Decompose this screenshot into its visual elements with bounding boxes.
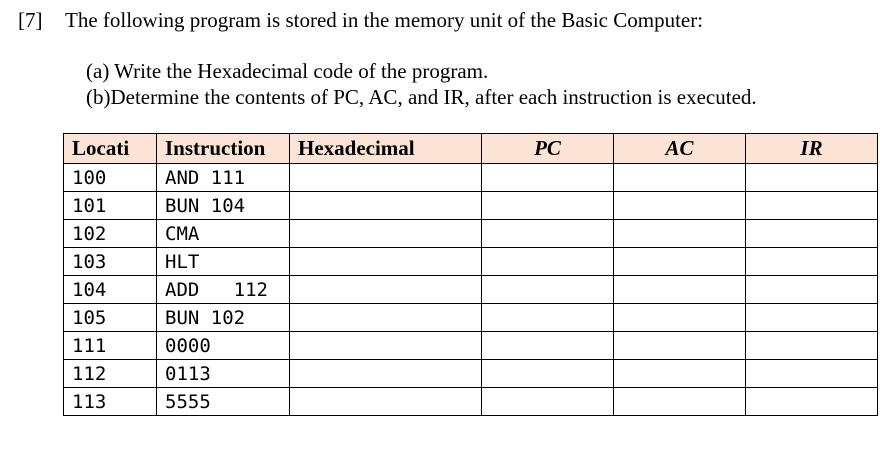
cell-pc[interactable] <box>482 332 614 360</box>
cell-ir[interactable] <box>746 220 878 248</box>
cell-hexadecimal[interactable] <box>290 192 482 220</box>
cell-location: 104 <box>64 276 157 304</box>
cell-hexadecimal[interactable] <box>290 220 482 248</box>
cell-ir[interactable] <box>746 388 878 416</box>
header-instruction: Instruction <box>157 134 290 164</box>
cell-pc[interactable] <box>482 360 614 388</box>
cell-hexadecimal[interactable] <box>290 360 482 388</box>
cell-location: 102 <box>64 220 157 248</box>
header-hexadecimal: Hexadecimal <box>290 134 482 164</box>
header-ac: AC <box>614 134 746 164</box>
cell-ac[interactable] <box>614 164 746 192</box>
table-row <box>64 360 878 388</box>
cell-hexadecimal[interactable] <box>290 304 482 332</box>
cell-location: 101 <box>64 192 157 220</box>
cell-ir[interactable] <box>746 192 878 220</box>
cell-instruction: 5555 <box>157 388 290 416</box>
cell-instruction: BUN 104 <box>157 192 290 220</box>
cell-instruction: 0113 <box>157 360 290 388</box>
cell-pc[interactable] <box>482 164 614 192</box>
part-b: (b)Determine the contents of PC, AC, and IR, after each instruction is executed. <box>86 85 757 109</box>
cell-ac[interactable] <box>614 220 746 248</box>
part-a: (a) Write the Hexadecimal code of the program. <box>86 59 489 83</box>
cell-location: 105 <box>64 304 157 332</box>
cell-hexadecimal[interactable] <box>290 276 482 304</box>
cell-instruction: AND 111 <box>157 164 290 192</box>
table-row <box>64 248 878 276</box>
table-row <box>64 276 878 304</box>
table-row <box>64 164 878 192</box>
cell-instruction: ADD 112 <box>157 276 290 304</box>
cell-ir[interactable] <box>746 332 878 360</box>
cell-pc[interactable] <box>482 276 614 304</box>
cell-location: 113 <box>64 388 157 416</box>
header-ir: IR <box>746 134 878 164</box>
table-row <box>64 332 878 360</box>
cell-location: 111 <box>64 332 157 360</box>
cell-location: 103 <box>64 248 157 276</box>
cell-ir[interactable] <box>746 164 878 192</box>
cell-ir[interactable] <box>746 304 878 332</box>
table-row <box>64 304 878 332</box>
cell-ac[interactable] <box>614 332 746 360</box>
cell-hexadecimal[interactable] <box>290 248 482 276</box>
cell-ac[interactable] <box>614 192 746 220</box>
cell-instruction: BUN 102 <box>157 304 290 332</box>
table-row <box>64 192 878 220</box>
cell-ac[interactable] <box>614 304 746 332</box>
cell-hexadecimal[interactable] <box>290 388 482 416</box>
cell-ir[interactable] <box>746 248 878 276</box>
question-heading <box>18 8 703 33</box>
header-location: Locati <box>64 134 157 164</box>
cell-pc[interactable] <box>482 388 614 416</box>
cell-pc[interactable] <box>482 304 614 332</box>
table-header-row <box>64 134 878 164</box>
cell-ac[interactable] <box>614 248 746 276</box>
table-row <box>64 388 878 416</box>
cell-ac[interactable] <box>614 276 746 304</box>
cell-pc[interactable] <box>482 192 614 220</box>
cell-ir[interactable] <box>746 360 878 388</box>
cell-hexadecimal[interactable] <box>290 332 482 360</box>
cell-pc[interactable] <box>482 248 614 276</box>
cell-ac[interactable] <box>614 388 746 416</box>
question-parts <box>86 58 757 110</box>
header-pc: PC <box>482 134 614 164</box>
table-row <box>64 220 878 248</box>
cell-instruction: CMA <box>157 220 290 248</box>
cell-ir[interactable] <box>746 276 878 304</box>
cell-instruction: 0000 <box>157 332 290 360</box>
cell-pc[interactable] <box>482 220 614 248</box>
program-table <box>63 133 878 416</box>
cell-location: 100 <box>64 164 157 192</box>
cell-instruction: HLT <box>157 248 290 276</box>
question-text: The following program is stored in the memory unit of the Basic Computer: <box>65 8 704 32</box>
cell-ac[interactable] <box>614 360 746 388</box>
cell-hexadecimal[interactable] <box>290 164 482 192</box>
cell-location: 112 <box>64 360 157 388</box>
question-number: [7] <box>18 8 43 32</box>
